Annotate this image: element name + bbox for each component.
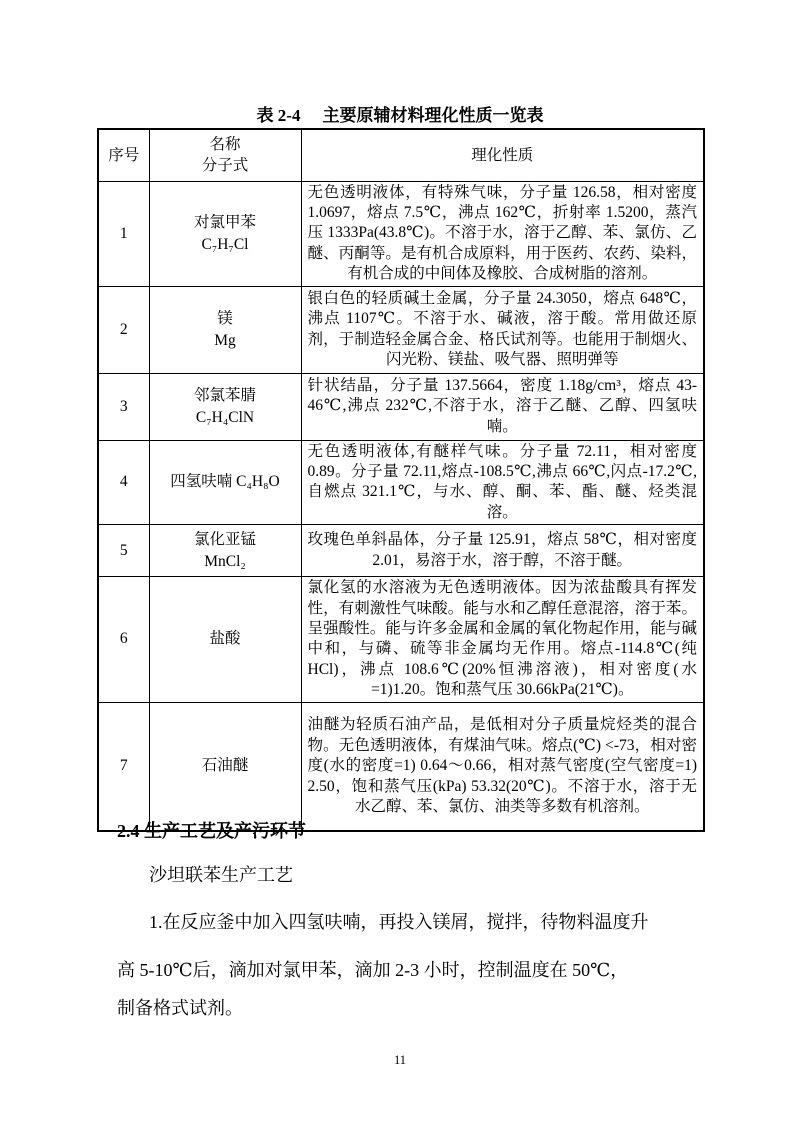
substance-name: 石油醚 bbox=[201, 757, 249, 775]
substance-name-cell bbox=[149, 181, 301, 286]
row-number-cell: 4 bbox=[98, 440, 149, 525]
section-heading: 2.4 生产工艺及产污环节 bbox=[117, 821, 306, 841]
header-no: 序号 bbox=[98, 129, 149, 181]
substance-formula: C₇H₇Cl bbox=[201, 235, 249, 253]
table-row bbox=[98, 440, 704, 525]
properties-cell: 氯化氢的水溶液为无色透明液体。因为浓盐酸具有挥发性，有刺激性气味酸。能与水和乙醇任意混溶，溶于苯。呈强酸性。能与许多金属和金属的氧化物起作用，能与碱中和，与磷、硫等非金属均无作用。熔点-114.8℃(纯 HCl)，沸点 108.6℃(20%恒沸溶液)，相对密度(水=1)1.20。饱和蒸气压 30.66kPa(21℃)。 bbox=[301, 577, 704, 702]
table-row bbox=[98, 525, 704, 577]
table-row bbox=[98, 181, 704, 286]
paragraph-step1-line2: 高 5-10℃后，滴加对氯甲苯，滴加 2-3 小时，控制温度在 50℃， bbox=[117, 960, 629, 980]
substance-name: 氯化亚锰 bbox=[193, 530, 256, 548]
row-number-cell: 1 bbox=[98, 181, 149, 286]
substance-name-cell bbox=[149, 373, 301, 440]
paragraph-step1-line3: 制备格式试剂。 bbox=[117, 998, 243, 1018]
substance-name-cell bbox=[149, 702, 301, 831]
substance-formula: MnCl₂ bbox=[204, 552, 246, 570]
properties-cell: 无色透明液体,有醚样气味。分子量 72.11，相对密度 0.89。分子量 72.11,熔点-108.5℃,沸点 66℃,闪点-17.2℃,自燃点 321.1℃，与水、醇、酮、苯、酯、醚、烃类混溶。 bbox=[301, 440, 704, 525]
substance-name: 邻氯苯腈 bbox=[193, 386, 256, 404]
page-number: 11 bbox=[393, 1053, 407, 1067]
table-row bbox=[98, 577, 704, 702]
paragraph-step1-line1: 1.在反应釜中加入四氢呋喃，再投入镁屑，搅拌，待物料温度升 bbox=[149, 912, 649, 932]
substance-name: 镁 bbox=[217, 309, 233, 327]
table-caption bbox=[0, 101, 800, 126]
substance-name-cell bbox=[149, 577, 301, 702]
header-name-line2: 分子式 bbox=[201, 157, 249, 175]
substance-name: 盐酸 bbox=[209, 630, 241, 648]
table-caption-title: 主要原辅材料理化性质一览表 bbox=[322, 106, 544, 125]
properties-cell: 玫瑰色单斜晶体，分子量 125.91，熔点 58℃，相对密度 2.01，易溶于水，溶于醇，不溶于醚。 bbox=[301, 525, 704, 577]
row-number-cell: 7 bbox=[98, 702, 149, 831]
properties-cell: 油醚为轻质石油产品，是低相对分子质量烷烃类的混合物。无色透明液体，有煤油气味。熔点(℃) <-73，相对密度(水的密度=1) 0.64～0.66，相对蒸气密度(空气密度=1) 2.50，饱和蒸气压(kPa) 53.32(20℃)。不溶于水，溶于无水乙醇、苯、氯仿、油类等多数有机溶剂。 bbox=[301, 702, 704, 831]
properties-cell: 银白色的轻质碱土金属，分子量 24.3050，熔点 648℃，沸点 1107℃。不溶于水、碱液，溶于酸。常用做还原剂，于制造轻金属合金、格氏试剂等。也能用于制烟火、闪光粉、镁盐、吸气器、照明弹等 bbox=[301, 286, 704, 373]
table-row bbox=[98, 702, 704, 831]
row-number-cell: 3 bbox=[98, 373, 149, 440]
paragraph-process-subtitle: 沙坦联苯生产工艺 bbox=[149, 865, 293, 885]
table-row bbox=[98, 286, 704, 373]
row-number-cell: 2 bbox=[98, 286, 149, 373]
table-row bbox=[98, 373, 704, 440]
substance-name-cell bbox=[149, 525, 301, 577]
table-caption-number: 表 2-4 bbox=[256, 106, 301, 125]
properties-cell: 无色透明液体，有特殊气味，分子量 126.58，相对密度 1.0697，熔点 7.5℃，沸点 162℃，折射率 1.5200，蒸汽压 1333Pa(43.8℃)。不溶于水，溶于乙醇、苯、氯仿、乙醚、丙酮等。是有机合成原料，用于医药、农药、染料，有机合成的中间体及橡胶、合成树脂的溶剂。 bbox=[301, 181, 704, 286]
row-number-cell: 5 bbox=[98, 525, 149, 577]
substance-formula: Mg bbox=[214, 331, 236, 349]
substance-formula: C₇H₄ClN bbox=[195, 408, 255, 426]
properties-cell: 针状结晶，分子量 137.5664，密度 1.18g/cm³，熔点 43-46℃,沸点 232℃,不溶于水，溶于乙醚、乙醇、四氢呋喃。 bbox=[301, 373, 704, 440]
row-number-cell: 6 bbox=[98, 577, 149, 702]
table-header-row bbox=[98, 129, 704, 181]
header-props: 理化性质 bbox=[301, 129, 704, 181]
properties-table bbox=[97, 128, 705, 832]
table-body bbox=[98, 181, 704, 831]
substance-name-cell bbox=[149, 286, 301, 373]
header-name-formula bbox=[149, 129, 301, 181]
substance-name: 对氯甲苯 bbox=[193, 213, 256, 231]
substance-name-cell: 四氢呋喃 C₄H₈O bbox=[149, 440, 301, 525]
header-name-line1: 名称 bbox=[209, 136, 241, 154]
